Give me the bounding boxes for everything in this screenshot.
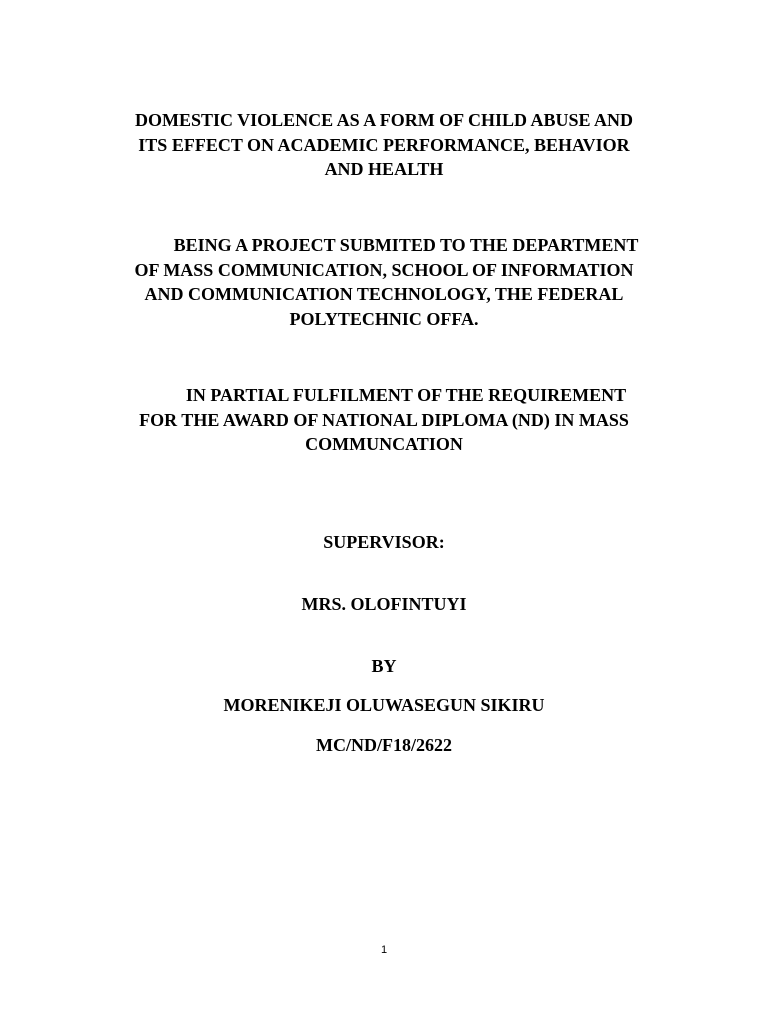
project-title — [100, 108, 668, 182]
submission-line: AND COMMUNICATION TECHNOLOGY, THE FEDERAL — [144, 284, 624, 304]
supervisor-heading: SUPERVISOR: — [323, 532, 445, 552]
title-line: DOMESTIC VIOLENCE AS A FORM OF CHILD ABUSE AND — [134, 110, 634, 130]
title-line: ITS EFFECT ON ACADEMIC PERFORMANCE, BEHAVIOR — [138, 134, 630, 155]
title-line: AND HEALTH — [324, 159, 444, 179]
submission-line: POLYTECHNIC OFFA. — [289, 308, 479, 329]
page-number: 1 — [380, 944, 388, 956]
fulfilment-line: FOR THE AWARD OF NATIONAL DIPLOMA (ND) IN MASS — [139, 409, 629, 430]
author-name: MORENIKEJI OLUWASEGUN SIKIRU — [223, 695, 545, 715]
submission-statement — [100, 233, 668, 331]
fulfilment-statement — [100, 383, 668, 457]
fulfilment-line: COMMUNCATION — [305, 434, 463, 454]
fulfilment-line: IN PARTIAL FULFILMENT OF THE REQUIREMENT — [185, 385, 627, 405]
matric-number: MC/ND/F18/2622 — [316, 735, 452, 755]
by-label: BY — [371, 656, 397, 676]
submission-line: OF MASS COMMUNICATION, SCHOOL OF INFORMATION — [134, 259, 634, 280]
supervisor-name: MRS. OLOFINTUYI — [301, 594, 467, 614]
submission-line: BEING A PROJECT SUBMITED TO THE DEPARTMENT — [173, 235, 639, 255]
